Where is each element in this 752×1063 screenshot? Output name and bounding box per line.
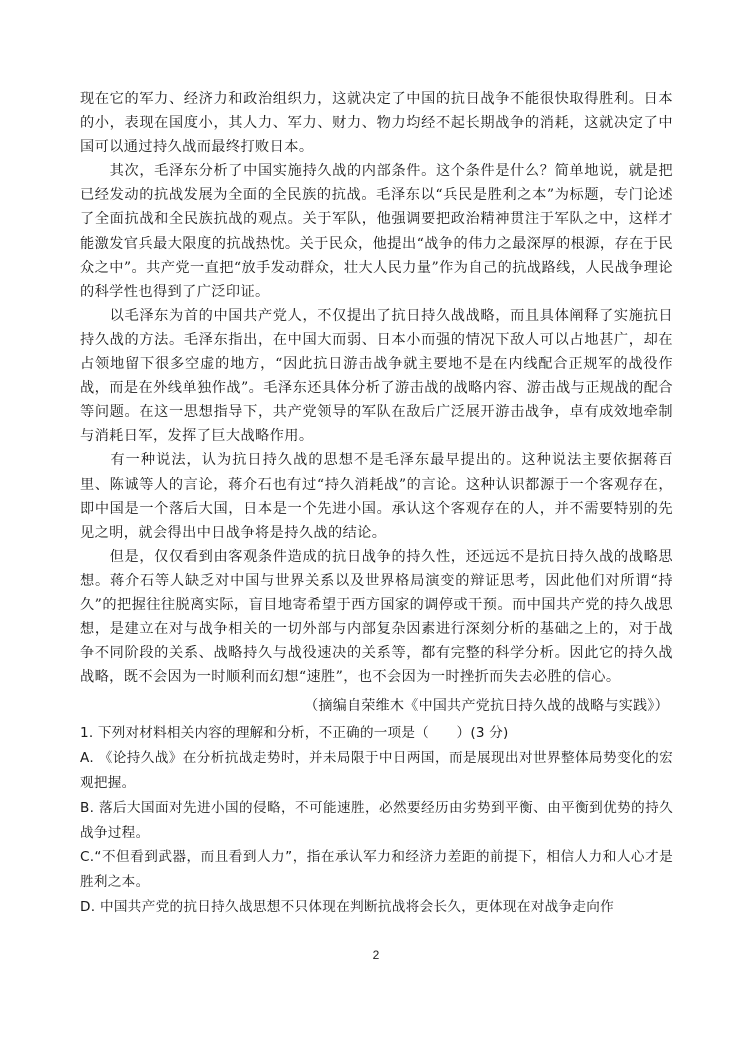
source-citation: （摘编自荣维木《中国共产党抗日持久战的战略与实践》） [304,698,669,715]
option-c: C.“不但看到武器，而且看到人力”，指在承认军力和经济力差距的前提下，相信人力和人心才是胜利之本。 [80,849,673,891]
question-1 [80,721,673,919]
page-content [80,87,673,920]
question-stem: 1. 下列对材料相关内容的理解和分析，不正确的一项是（ ）(3 分) [80,725,509,742]
option-b: B. 落后大国面对先进小国的侵略，不可能速胜，必然要经历由劣势到平衡、由平衡到优势的持久战争过程。 [80,799,673,841]
answer-options [80,746,673,920]
option-a: A. 《论持久战》在分析抗战走势时，并未局限于中日两国，而是展现出对世界整体局势变化的宏观把握。 [80,750,673,791]
page-number: 2 [372,948,380,962]
paragraph-5: 但是，仅仅看到由客观条件造成的抗日战争的持久性，还远远不是抗日持久战的战略思想。蒋介石等人缺乏对中国与世界关系以及世界格局演变的辩证思考，因此他们对所谓“持久”的把握往往脱离实际，盲目地寄希望于西方国家的调停或干预。而中国共产党的持久战思想，是建立在对与战争相关的一切外部与内部复杂因素进行深刻分析的基础之上的，对于战争不同阶段的关系、战略持久与战役速决的关系等，都有完整的科学分析。因此它的持久战战略，既不会因为一时顺利而幻想“速胜”，也不会因为一时挫折而失去必胜的信心。 [80,548,673,686]
paragraph-1: 现在它的军力、经济力和政治组织力，这就决定了中国的抗日战争不能很快取得胜利。日本的小，表现在国度小，其人力、军力、财力、物力均经不起长期战争的消耗，这就决定了中国可以通过持久战而最终打败日本。 [80,91,673,156]
paragraph-4: 有一种说法，认为抗日持久战的思想不是毛泽东最早提出的。这种说法主要依据蒋百里、陈诚等人的言论，蒋介石也有过“持久消耗战”的言论。这种认识都源于一个客观存在，即中国是一个落后大国，日本是一个先进小国。承认这个客观存在的人，并不需要特别的先见之明，就会得出中日战争将是持久战的结论。 [80,452,673,541]
paragraph-3: 以毛泽东为首的中国共产党人，不仅提出了抗日持久战战略，而且具体阐释了实施抗日持久战的方法。毛泽东指出，在中国大而弱、日本小而强的情况下敌人可以占地甚广，却在占领地留下很多空虚的地方，“因此抗日游击战争就主要地不是在内线配合正规军的战役作战，而是在外线单独作战”。毛泽东还具体分析了游击战的战略内容、游击战与正规战的配合等问题。在这一思想指导下，共产党领导的军队在敌后广泛展开游击战争，卓有成效地牵制与消耗日军，发挥了巨大战略作用。 [80,307,673,445]
option-d: D. 中国共产党的抗日持久战思想不只体现在判断抗战将会长久，更体现在对战争走向作 [80,898,615,915]
paragraph-2: 其次，毛泽东分析了中国实施持久战的内部条件。这个条件是什么？简单地说，就是把已经发动的抗战发展为全面的全民族的抗战。毛泽东以“兵民是胜利之本”为标题，专门论述了全面抗战和全民族抗战的观点。关于军队，他强调要把政治精神贯注于军队之中，这样才能激发官兵最大限度的抗战热忱。关于民众，他提出“战争的伟力之最深厚的根源，存在于民众之中”。共产党一直把“放手发动群众，壮大人民力量”作为自己的抗战路线，人民战争理论的科学性也得到了广泛印证。 [80,163,673,300]
